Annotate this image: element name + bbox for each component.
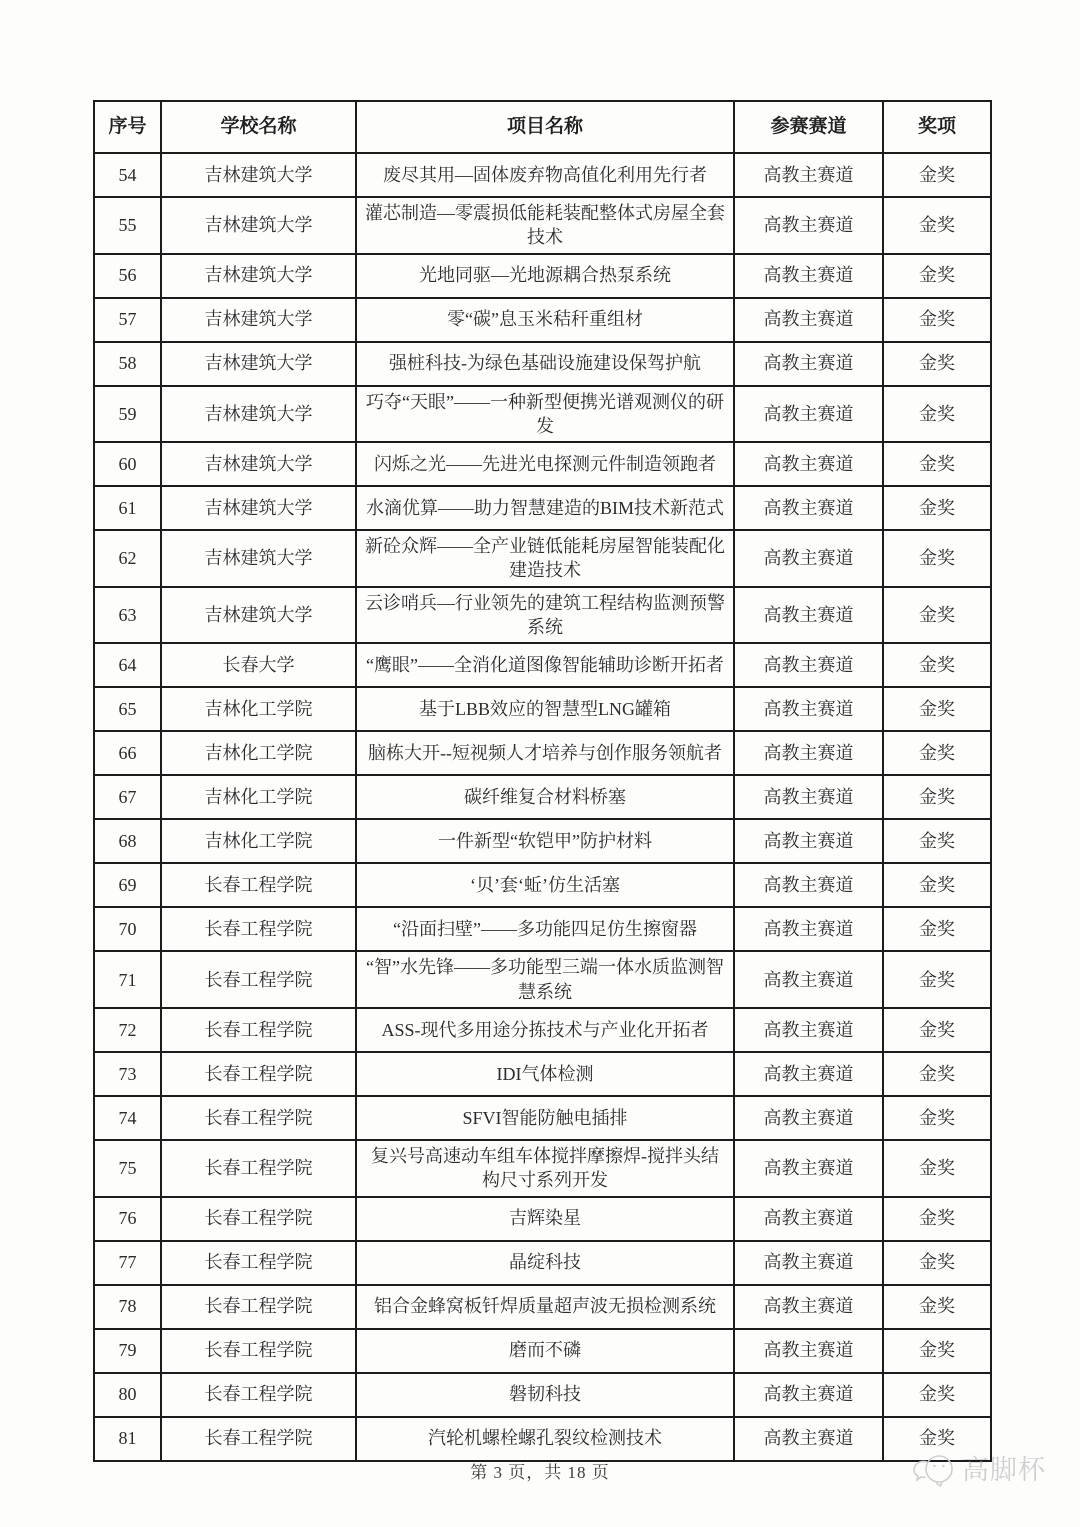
table-row <box>94 643 991 687</box>
cell-project: 脑栋大开--短视频人才培养与创作服务领航者 <box>356 731 734 775</box>
table-row <box>94 530 991 587</box>
cell-index: 75 <box>94 1140 161 1197</box>
col-header-school: 学校名称 <box>161 101 356 153</box>
cell-project: IDI气体检测 <box>356 1052 734 1096</box>
cell-school: 吉林建筑大学 <box>161 298 356 342</box>
table-row <box>94 197 991 254</box>
table-row <box>94 863 991 907</box>
cell-school: 吉林建筑大学 <box>161 342 356 386</box>
cell-award: 金奖 <box>883 587 991 644</box>
cell-school: 长春工程学院 <box>161 1285 356 1329</box>
cell-award: 金奖 <box>883 342 991 386</box>
table-row <box>94 1417 991 1461</box>
cell-track: 高教主赛道 <box>734 197 883 254</box>
cell-track: 高教主赛道 <box>734 1197 883 1241</box>
cell-index: 74 <box>94 1096 161 1140</box>
cell-award: 金奖 <box>883 819 991 863</box>
awards-table <box>93 100 992 1462</box>
cell-index: 61 <box>94 486 161 530</box>
cell-award: 金奖 <box>883 486 991 530</box>
cell-award: 金奖 <box>883 386 991 443</box>
cell-project: 强桩科技-为绿色基础设施建设保驾护航 <box>356 342 734 386</box>
cell-award: 金奖 <box>883 731 991 775</box>
cell-index: 67 <box>94 775 161 819</box>
cell-index: 78 <box>94 1285 161 1329</box>
cell-index: 72 <box>94 1008 161 1052</box>
cell-school: 吉林建筑大学 <box>161 386 356 443</box>
cell-award: 金奖 <box>883 1140 991 1197</box>
cell-project: 巧夺“天眼”——一种新型便携光谱观测仪的研发 <box>356 386 734 443</box>
col-header-index: 序号 <box>94 101 161 153</box>
cell-project: 云诊哨兵—行业领先的建筑工程结构监测预警系统 <box>356 587 734 644</box>
cell-track: 高教主赛道 <box>734 907 883 951</box>
cell-school: 长春大学 <box>161 643 356 687</box>
cell-index: 76 <box>94 1197 161 1241</box>
cell-school: 长春工程学院 <box>161 1052 356 1096</box>
cell-index: 58 <box>94 342 161 386</box>
col-header-track: 参赛赛道 <box>734 101 883 153</box>
col-header-project: 项目名称 <box>356 101 734 153</box>
cell-school: 长春工程学院 <box>161 1329 356 1373</box>
cell-project: 晶绽科技 <box>356 1241 734 1285</box>
cell-project: 基于LBB效应的智慧型LNG罐箱 <box>356 687 734 731</box>
cell-award: 金奖 <box>883 197 991 254</box>
cell-track: 高教主赛道 <box>734 1241 883 1285</box>
cell-project: “沿面扫壁”——多功能四足仿生擦窗器 <box>356 907 734 951</box>
cell-project: ASS-现代多用途分拣技术与产业化开拓者 <box>356 1008 734 1052</box>
cell-track: 高教主赛道 <box>734 587 883 644</box>
cell-track: 高教主赛道 <box>734 951 883 1008</box>
cell-index: 71 <box>94 951 161 1008</box>
cell-award: 金奖 <box>883 775 991 819</box>
table-row <box>94 1052 991 1096</box>
cell-school: 吉林化工学院 <box>161 687 356 731</box>
cell-project: 磨而不磷 <box>356 1329 734 1373</box>
table-row <box>94 907 991 951</box>
cell-school: 长春工程学院 <box>161 1008 356 1052</box>
table-row <box>94 486 991 530</box>
cell-project: 新砼众辉——全产业链低能耗房屋智能装配化建造技术 <box>356 530 734 587</box>
cell-track: 高教主赛道 <box>734 1096 883 1140</box>
cell-project: 闪烁之光——先进光电探测元件制造领跑者 <box>356 442 734 486</box>
cell-track: 高教主赛道 <box>734 1052 883 1096</box>
cell-school: 长春工程学院 <box>161 1096 356 1140</box>
col-header-award: 奖项 <box>883 101 991 153</box>
cell-track: 高教主赛道 <box>734 1285 883 1329</box>
table-row <box>94 386 991 443</box>
cell-index: 69 <box>94 863 161 907</box>
table-row <box>94 1096 991 1140</box>
cell-index: 56 <box>94 254 161 298</box>
cell-project: 灌芯制造—零震损低能耗装配整体式房屋全套技术 <box>356 197 734 254</box>
table-row <box>94 1241 991 1285</box>
cell-project: 复兴号高速动车组车体搅拌摩擦焊-搅拌头结构尺寸系列开发 <box>356 1140 734 1197</box>
cell-project: 汽轮机螺栓螺孔裂纹检测技术 <box>356 1417 734 1461</box>
cell-track: 高教主赛道 <box>734 342 883 386</box>
cell-track: 高教主赛道 <box>734 687 883 731</box>
table-row <box>94 298 991 342</box>
cell-track: 高教主赛道 <box>734 819 883 863</box>
cell-award: 金奖 <box>883 1417 991 1461</box>
cell-index: 81 <box>94 1417 161 1461</box>
cell-project: SFVI智能防触电插排 <box>356 1096 734 1140</box>
cell-school: 长春工程学院 <box>161 907 356 951</box>
cell-school: 长春工程学院 <box>161 863 356 907</box>
table-row <box>94 687 991 731</box>
cell-school: 长春工程学院 <box>161 1417 356 1461</box>
cell-project: 碳纤维复合材料桥塞 <box>356 775 734 819</box>
awards-table-body <box>94 153 991 1461</box>
cell-track: 高教主赛道 <box>734 863 883 907</box>
cell-track: 高教主赛道 <box>734 530 883 587</box>
cell-award: 金奖 <box>883 863 991 907</box>
cell-project: 光地同驱—光地源耦合热泵系统 <box>356 254 734 298</box>
table-row <box>94 1329 991 1373</box>
cell-track: 高教主赛道 <box>734 643 883 687</box>
table-row <box>94 153 991 197</box>
cell-school: 吉林化工学院 <box>161 819 356 863</box>
cell-project: “智”水先锋——多功能型三端一体水质监测智慧系统 <box>356 951 734 1008</box>
cell-project: 磐韧科技 <box>356 1373 734 1417</box>
cell-track: 高教主赛道 <box>734 1417 883 1461</box>
cell-index: 64 <box>94 643 161 687</box>
cell-index: 59 <box>94 386 161 443</box>
cell-index: 70 <box>94 907 161 951</box>
cell-award: 金奖 <box>883 643 991 687</box>
page-number-indicator: 第 3 页，共 18 页 <box>470 1463 610 1482</box>
watermark-text: 高脚杯 <box>962 1455 1046 1485</box>
cell-project: “鹰眼”——全消化道图像智能辅助诊断开拓者 <box>356 643 734 687</box>
cell-award: 金奖 <box>883 254 991 298</box>
cell-track: 高教主赛道 <box>734 731 883 775</box>
cell-index: 54 <box>94 153 161 197</box>
cell-school: 吉林建筑大学 <box>161 197 356 254</box>
cell-project: 零“碳”息玉米秸秆重组材 <box>356 298 734 342</box>
table-row <box>94 342 991 386</box>
cell-school: 吉林化工学院 <box>161 731 356 775</box>
cell-track: 高教主赛道 <box>734 1329 883 1373</box>
table-row <box>94 254 991 298</box>
cell-index: 68 <box>94 819 161 863</box>
cell-index: 77 <box>94 1241 161 1285</box>
cell-index: 63 <box>94 587 161 644</box>
cell-school: 长春工程学院 <box>161 1140 356 1197</box>
table-row <box>94 1285 991 1329</box>
cell-index: 79 <box>94 1329 161 1373</box>
cell-track: 高教主赛道 <box>734 1008 883 1052</box>
cell-index: 60 <box>94 442 161 486</box>
cell-award: 金奖 <box>883 153 991 197</box>
table-row <box>94 1373 991 1417</box>
cell-index: 55 <box>94 197 161 254</box>
table-row <box>94 819 991 863</box>
cell-award: 金奖 <box>883 1285 991 1329</box>
wechat-logo-icon <box>912 1449 956 1487</box>
cell-school: 吉林建筑大学 <box>161 254 356 298</box>
cell-award: 金奖 <box>883 951 991 1008</box>
cell-award: 金奖 <box>883 687 991 731</box>
cell-award: 金奖 <box>883 1096 991 1140</box>
cell-award: 金奖 <box>883 1329 991 1373</box>
cell-award: 金奖 <box>883 530 991 587</box>
cell-index: 66 <box>94 731 161 775</box>
cell-award: 金奖 <box>883 1373 991 1417</box>
table-row <box>94 951 991 1008</box>
cell-track: 高教主赛道 <box>734 442 883 486</box>
table-row <box>94 731 991 775</box>
cell-award: 金奖 <box>883 442 991 486</box>
cell-award: 金奖 <box>883 1241 991 1285</box>
cell-track: 高教主赛道 <box>734 153 883 197</box>
cell-project: 铝合金蜂窝板钎焊质量超声波无损检测系统 <box>356 1285 734 1329</box>
cell-school: 长春工程学院 <box>161 951 356 1008</box>
cell-school: 吉林建筑大学 <box>161 442 356 486</box>
cell-award: 金奖 <box>883 298 991 342</box>
cell-project: 废尽其用—固体废弃物高值化利用先行者 <box>356 153 734 197</box>
cell-school: 吉林建筑大学 <box>161 153 356 197</box>
cell-index: 73 <box>94 1052 161 1096</box>
cell-school: 吉林建筑大学 <box>161 530 356 587</box>
cell-track: 高教主赛道 <box>734 254 883 298</box>
cell-project: 水滴优算——助力智慧建造的BIM技术新范式 <box>356 486 734 530</box>
cell-track: 高教主赛道 <box>734 1140 883 1197</box>
cell-project: 一件新型“软铠甲”防护材料 <box>356 819 734 863</box>
table-row <box>94 1140 991 1197</box>
cell-school: 吉林化工学院 <box>161 775 356 819</box>
table-row <box>94 775 991 819</box>
watermark <box>912 1448 1046 1487</box>
table-row <box>94 442 991 486</box>
table-row <box>94 1197 991 1241</box>
cell-award: 金奖 <box>883 907 991 951</box>
cell-index: 65 <box>94 687 161 731</box>
cell-track: 高教主赛道 <box>734 298 883 342</box>
cell-project: 吉辉染星 <box>356 1197 734 1241</box>
cell-track: 高教主赛道 <box>734 1373 883 1417</box>
cell-index: 62 <box>94 530 161 587</box>
cell-index: 80 <box>94 1373 161 1417</box>
cell-school: 长春工程学院 <box>161 1373 356 1417</box>
cell-school: 长春工程学院 <box>161 1241 356 1285</box>
cell-award: 金奖 <box>883 1052 991 1096</box>
cell-award: 金奖 <box>883 1008 991 1052</box>
cell-track: 高教主赛道 <box>734 775 883 819</box>
cell-track: 高教主赛道 <box>734 486 883 530</box>
cell-school: 长春工程学院 <box>161 1197 356 1241</box>
table-row <box>94 587 991 644</box>
cell-school: 吉林建筑大学 <box>161 587 356 644</box>
cell-index: 57 <box>94 298 161 342</box>
table-row <box>94 1008 991 1052</box>
cell-school: 吉林建筑大学 <box>161 486 356 530</box>
cell-award: 金奖 <box>883 1197 991 1241</box>
cell-project: ‘贝’套‘蚯’仿生活塞 <box>356 863 734 907</box>
cell-track: 高教主赛道 <box>734 386 883 443</box>
table-header-row <box>94 101 991 153</box>
